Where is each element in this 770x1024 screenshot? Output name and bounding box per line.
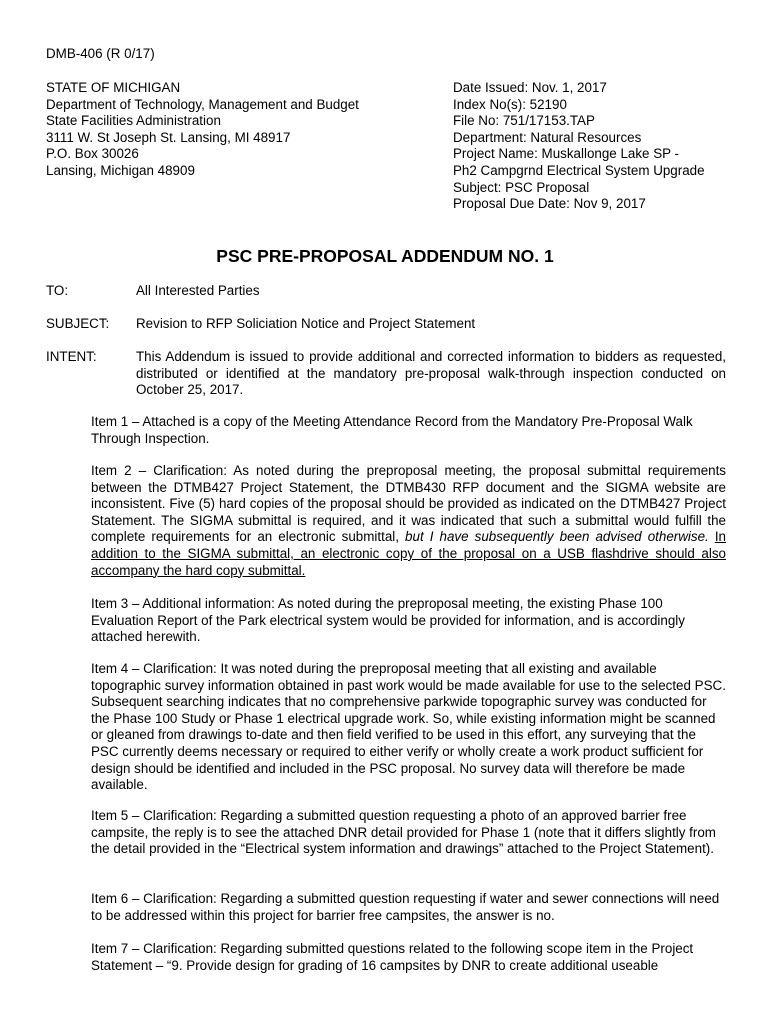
agency-address-block <box>46 80 436 180</box>
item-3-paragraph: Item 3 – Additional information: As noted during the preproposal meeting, the existing Phase 100 Evaluation Report of the Park electrical system would be provided for information, and is accordingly attached herewith. <box>91 596 685 645</box>
document-title: PSC PRE-PROPOSAL ADDENDUM NO. 1 <box>216 246 554 266</box>
info-line: Department: Natural Resources <box>453 129 642 145</box>
item-2-italic-note: but I have subsequently been advised otherwise. <box>405 529 709 545</box>
item-4-paragraph: Item 4 – Clarification: It was noted during the preproposal meeting that all existing and available topographic survey information obtained in past work would be made available for use to the selected PSC. Subsequent searching indicates that no comprehensive parkwide topographic survey was conducted for the Phase 100 Study or Phase 1 electrical upgrade work. So, while existing information might be scanned or gleaned from drawings to-date and then field verified to be used in this effort, any surveying that the PSC currently deems necessary or required to either verify or wholly create a work product sufficient for design should be identified and included in the PSC proposal. No survey data will therefore be made available. <box>91 661 726 793</box>
item-2-paragraph <box>91 463 726 579</box>
subject-value: Revision to RFP Soliciation Notice and Project Statement <box>136 316 476 331</box>
intent-label: INTENT: <box>46 349 97 364</box>
info-line: Date Issued: Nov. 1, 2017 <box>453 80 607 95</box>
form-number: DMB-406 (R 0/17) <box>46 46 155 61</box>
item-2-text: Item 2 – Clarification: As noted during the preproposal meeting, the proposal submittal requirements between the DTMB427 Project Statement, the DTMB430 RFP document and the SIGMA website are inconsistent. Five (5) hard copies of the proposal should be provided as indicated on the DTMB427 Project Statement. The SIGMA submittal is required, and it was indicated that such a submittal would fulfill the complete requirements for an electronic submittal, <box>91 463 726 545</box>
agency-line: Department of Technology, Management and Budget <box>46 96 359 112</box>
info-line: File No: 751/17153.TAP <box>453 113 595 129</box>
item-1-paragraph: Item 1 – Attached is a copy of the Meeting Attendance Record from the Mandatory Pre-Proposal Walk Through Inspection. <box>91 414 693 446</box>
to-label: TO: <box>46 283 69 298</box>
document-info-block <box>453 80 753 213</box>
to-value: All Interested Parties <box>136 283 260 298</box>
info-line: Ph2 Campgrnd Electrical System Upgrade <box>453 162 705 178</box>
info-line: Proposal Due Date: Nov 9, 2017 <box>453 196 646 212</box>
item-2-underlined-note: In addition to the SIGMA submittal, an electronic copy of the proposal on a USB flashdrive should also accompany the hard copy submittal. <box>91 529 726 578</box>
item-5-paragraph: Item 5 – Clarification: Regarding a submitted question requesting a photo of an approved barrier free campsite, the reply is to see the attached DNR detail provided for Phase 1 (note that it differs slightly from the detail provided in the “Electrical system information and drawings” attached to the Project Statement). <box>91 808 716 857</box>
intent-value: This Addendum is issued to provide additional and corrected information to bidders as requested, distributed or identified at the mandatory pre-proposal walk-through inspection conducted on October 25, 2017. <box>136 349 726 398</box>
agency-line: Lansing, Michigan 48909 <box>46 162 195 178</box>
agency-line: STATE OF MICHIGAN <box>46 80 181 95</box>
agency-line: P.O. Box 30026 <box>46 146 139 162</box>
item-6-paragraph: Item 6 – Clarification: Regarding a submitted question requesting if water and sewer connections will need to be addressed within this project for barrier free campsites, the answer is no. <box>91 891 720 923</box>
info-line: Project Name: Muskallonge Lake SP - <box>453 146 680 162</box>
info-line: Subject: PSC Proposal <box>453 179 590 195</box>
agency-line: 3111 W. St Joseph St. Lansing, MI 48917 <box>46 129 291 145</box>
subject-label: SUBJECT: <box>46 316 110 331</box>
item-7-paragraph: Item 7 – Clarification: Regarding submitted questions related to the following scope item in the Project Statement – “9. Provide design for grading of 16 campsites by DNR to create additional useable <box>91 941 694 973</box>
info-line: Index No(s): 52190 <box>453 96 567 112</box>
agency-line: State Facilities Administration <box>46 113 221 129</box>
